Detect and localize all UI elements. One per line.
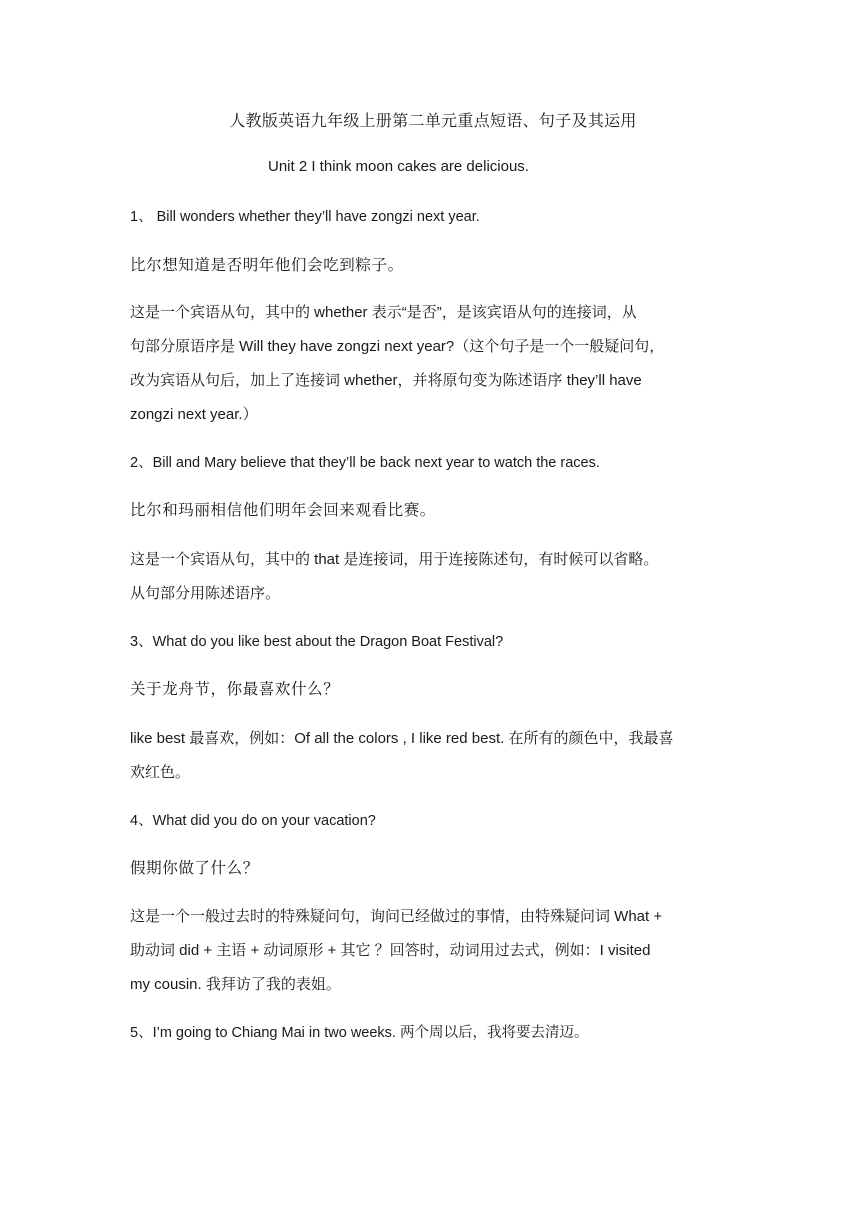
item-5-heading: 5、I’m going to Chiang Mai in two weeks. 两个周以后，我将要去清迈。 — [130, 1025, 589, 1041]
item-2-note — [130, 543, 732, 611]
document-subtitle: Unit 2 I think moon cakes are delicious. — [268, 158, 529, 175]
item-4-note-line: 这是一个一般过去时的特殊疑问句，询问已经做过的事情，由特殊疑问词 What + — [130, 908, 663, 925]
item-1-translation: 比尔想知道是否明年他们会吃到粽子。 — [130, 257, 404, 274]
item-3-note-line: like best 最喜欢，例如：Of all the colors , I like red best. 在所有的颜色中，我最喜 — [130, 730, 674, 747]
item-2-heading: 2、Bill and Mary believe that they’ll be back next year to watch the races. — [130, 455, 600, 471]
item-1-note — [130, 296, 732, 432]
item-4-translation: 假期你做了什么？ — [130, 860, 259, 877]
item-1-note-line: 句部分原语序是 Will they have zongzi next year?（这个句子是一个一般疑问句， — [130, 338, 665, 355]
item-3-note — [130, 722, 732, 790]
item-4-heading: 4、What did you do on your vacation? — [130, 813, 376, 829]
item-4-note — [130, 900, 732, 1002]
item-3-note-line: 欢红色。 — [130, 764, 191, 781]
document-title: 人教版英语九年级上册第二单元重点短语、句子及其运用 — [229, 113, 637, 130]
item-1-note-line: zongzi next year.） — [130, 406, 258, 423]
item-3-heading: 3、What do you like best about the Dragon Boat Festival? — [130, 634, 504, 650]
item-1-heading: 1、 Bill wonders whether they’ll have zongzi next year. — [130, 209, 480, 225]
item-2-note-line: 这是一个宾语从句，其中的 that 是连接词，用于连接陈述句，有时候可以省略。 — [130, 551, 659, 568]
item-1-note-line: 改为宾语从句后，加上了连接词 whether，并将原句变为陈述语序 they’ll have — [130, 372, 642, 389]
item-2-note-line: 从句部分用陈述语序。 — [130, 585, 281, 602]
item-4-note-line: my cousin. 我拜访了我的表姐。 — [130, 976, 341, 993]
item-2-translation: 比尔和玛丽相信他们明年会回来观看比赛。 — [130, 502, 436, 519]
item-1-note-line: 这是一个宾语从句，其中的 whether 表示“是否”，是该宾语从句的连接词，从 — [130, 304, 637, 321]
item-4-note-line: 助动词 did + 主语 + 动词原形 + 其它 ？回答时，动词用过去式，例如：I visited — [130, 942, 651, 959]
item-3-translation: 关于龙舟节，你最喜欢什么？ — [130, 681, 340, 698]
